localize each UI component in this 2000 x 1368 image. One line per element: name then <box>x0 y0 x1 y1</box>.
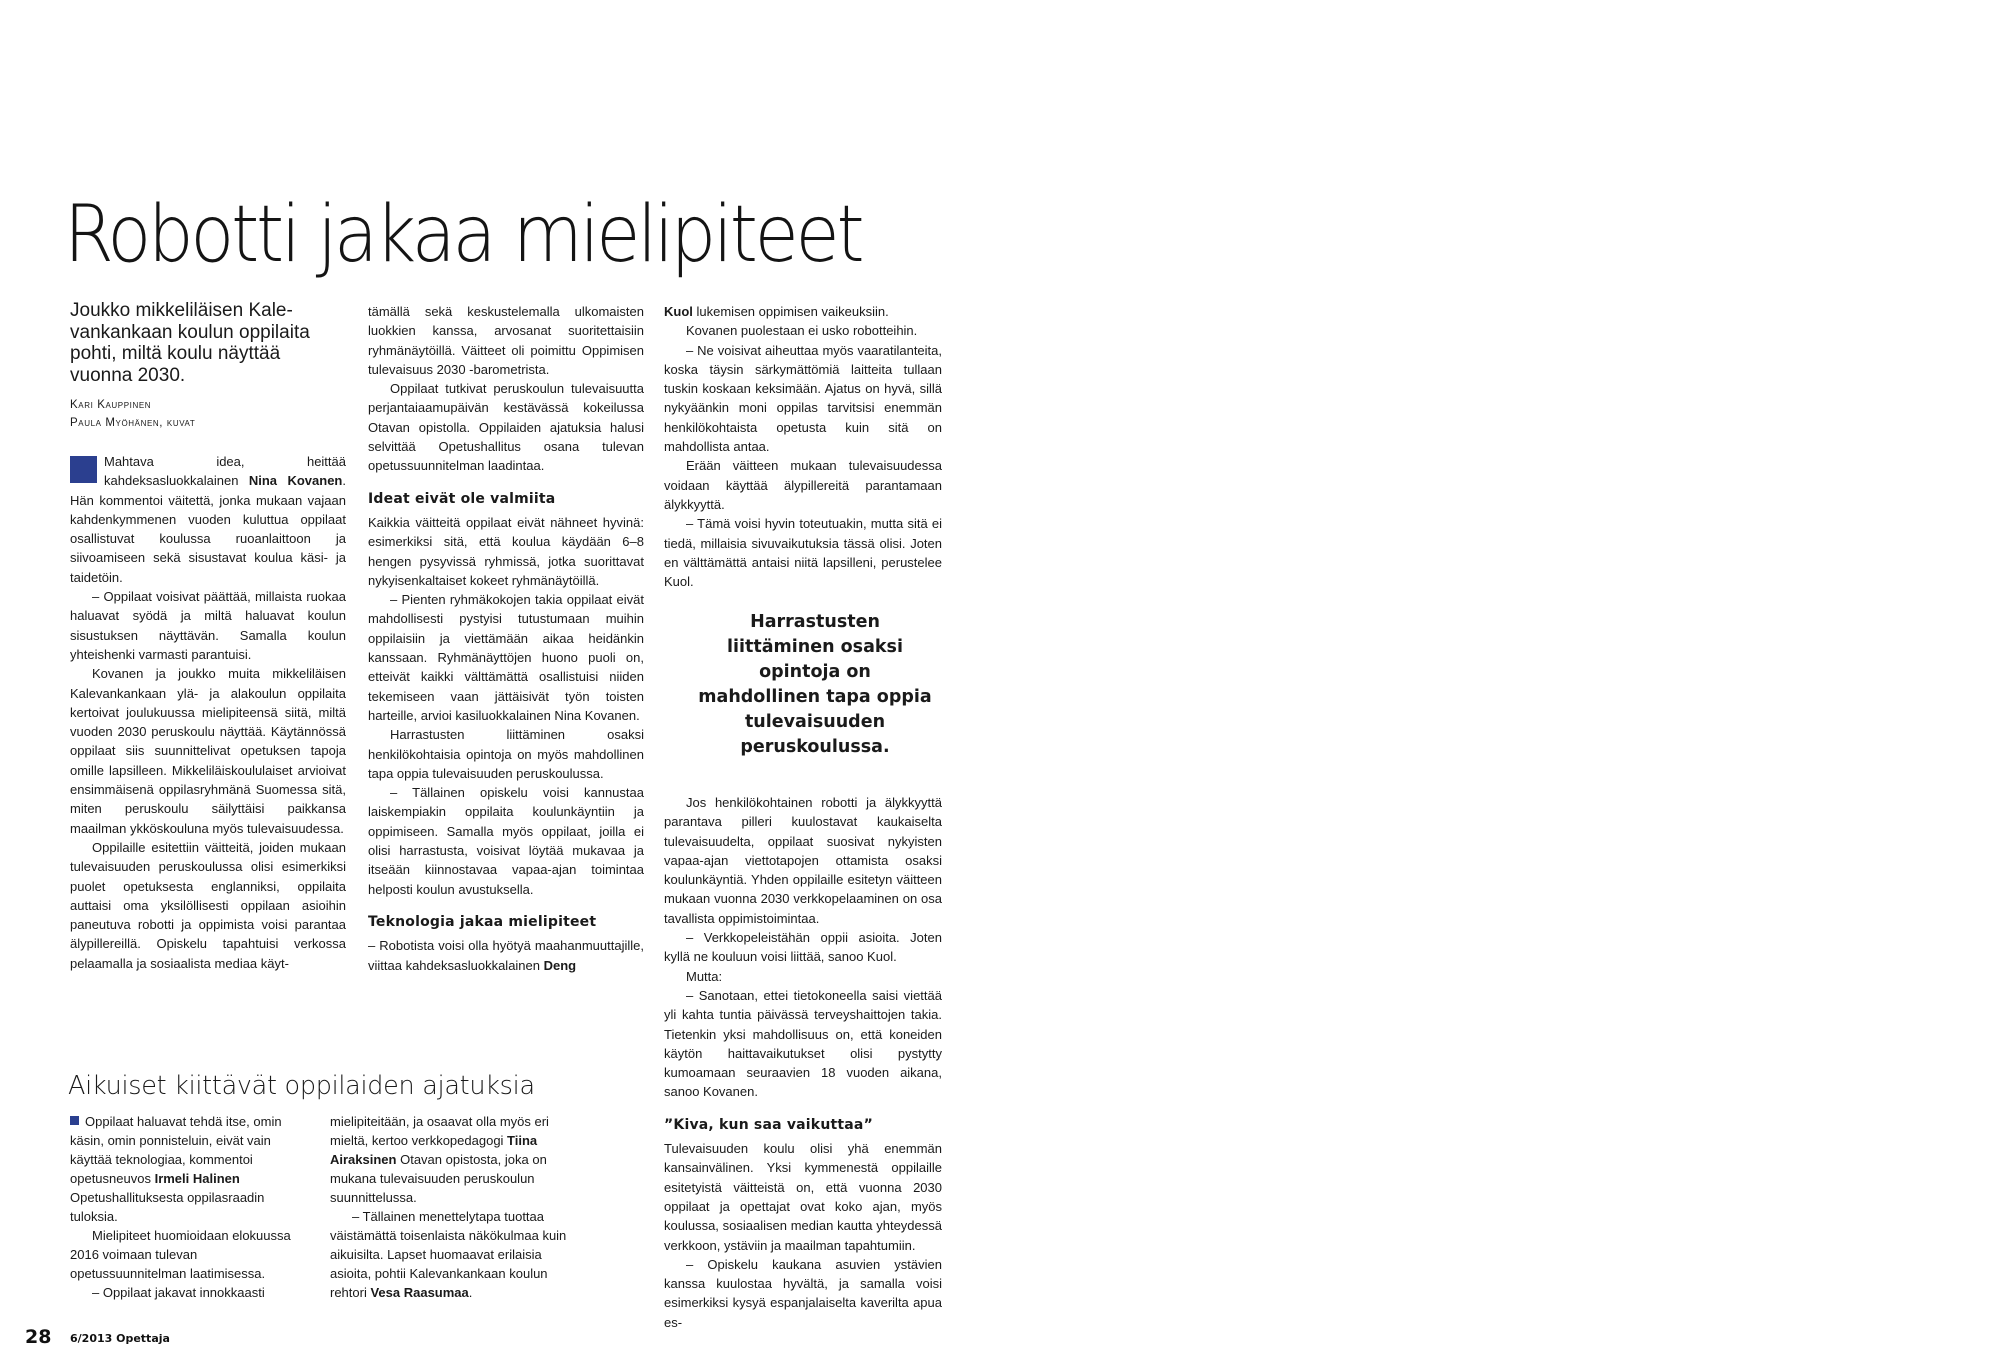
paragraph: Kaikkia väitteitä oppilaat eivät nähneet hyvinä: esimerkiksi sitä, että koulua käydään 6–8 hengen pysyvissä ryhmissä, jotka suorittavat nykyisenkaltaiset kokeet ryhmänäytöillä. <box>368 514 644 588</box>
paragraph: – Oppilaat jakavat innokkaasti <box>92 1285 265 1300</box>
person-name: Nina Kovanen <box>248 473 343 489</box>
article-column-2 <box>368 302 644 975</box>
paragraph: Mahtava idea, heittää kahdeksasluokkalainen Nina Kovanen. Hän kommentoi väitettä, jonka mukaan vajaan kahdenkymmenen vuoden kuluttua oppilaat osallistuvat koulussa ruoanlaittoon ja siivoamiseen sekä sisustavat koulua käsi- ja taidetöin. <box>70 454 346 585</box>
paragraph: Tulevaisuuden koulu olisi yhä enemmän kansainvälinen. Yksi kymmenestä oppilaille esitetyistä väitteistä on, että vuonna 2030 oppilaat ja opettajat ovat koko ajan, myös koulussa, sosiaalisen median kautta yhteydessä verkkoon, ystäviin ja maailman tapahtumiin. <box>664 1141 942 1253</box>
paragraph: Mielipiteet huomioidaan elokuussa 2016 voimaan tulevan opetussuunnitelman laatimisessa. <box>70 1228 291 1281</box>
article-column-3-top <box>664 302 942 591</box>
paragraph: – Opiskelu kaukana asuvien ystävien kanssa kuulostaa hyvältä, ja samalla voisi esimerkiksi kysyä espanjalaiselta kaverilta apua es- <box>664 1256 942 1330</box>
paragraph: Kuol lukemisen oppimisen vaikeuksiin. <box>664 304 889 319</box>
paragraph: mielipiteitään, ja osaavat olla myös eri mieltä, kertoo verkkopedagogi Tiina Airaksinen Otavan opistosta, joka on mukana tulevaisuuden peruskoulun suunnittelussa. <box>330 1114 549 1205</box>
subheading: Teknologia jakaa mielipiteet <box>368 913 597 930</box>
photo-credit: Paula Myöhänen, kuvat <box>70 417 196 429</box>
paragraph: Jos henkilökohtainen robotti ja älykkyyttä parantava pilleri kuulostavat kaukaiselta tulevaisuudelta, oppilaat suosivat nykyisten vapaa-ajan viettotapojen ottamista osaksi koulunkäyntiä. Yhden oppilaille esitetyn väitteen mukaan vuonna 2030 verkkopelaaminen on osa tavallista oppimistoimintaa. <box>664 795 942 926</box>
sidebar-column-1 <box>70 1112 306 1302</box>
person-name: Tiina Airaksinen <box>330 1133 538 1167</box>
article-title: Robotti jakaa mielipiteet <box>64 190 862 280</box>
person-name: Irmeli Halinen <box>154 1171 240 1186</box>
article-column-1 <box>70 452 346 973</box>
author-credit: Kari Kauppinen <box>70 399 152 411</box>
paragraph: Oppilaat tutkivat peruskoulun tulevaisuutta perjantaiaamupäivän kestävässä kokeilussa Otavan opistolla. Oppilaiden ajatuksia halusi selvittää Opetushallitus osana tulevan opetussuunnitelman laadintaa. <box>368 381 644 474</box>
pull-quote: Harrastusten liittäminen osaksi opintoja on mahdollinen tapa oppia tulevaisuuden peruskoulussa. <box>698 612 932 757</box>
article-credits <box>70 396 340 432</box>
article-lead: Joukko mikkeliläisen Kale-vankankaan koulun oppilaita pohti, miltä koulu näyttää vuonna 2030. <box>70 300 310 386</box>
paragraph: Oppilaille esitettiin väitteitä, joiden mukaan tulevaisuuden peruskoulussa olisi esimerkiksi puolet opetuksesta englanniksi, oppilaita auttaisi oma yksilöllisesti oppilaan asioihin paneutuva robotti ja oppimista voisi parantaa älypillereillä. Opiskelu tapahtuisi verkossa pelaamalla ja sosiaalista mediaa käyt- <box>70 839 346 971</box>
paragraph: Harrastusten liittäminen osaksi henkilökohtaisia opintoja on myös mahdollinen tapa oppia tulevaisuuden peruskoulussa. <box>368 727 644 781</box>
subheading: ”Kiva, kun saa vaikuttaa” <box>664 1116 873 1133</box>
paragraph: Erään väitteen mukaan tulevaisuudessa voidaan käyttää älypillereitä parantamaan älykkyyttä. <box>664 458 942 512</box>
paragraph: Kovanen puolestaan ei usko robotteihin. <box>686 323 918 339</box>
square-bullet-icon <box>70 1116 79 1125</box>
paragraph: Kovanen ja joukko muita mikkeliläisen Kalevankankaan ylä- ja alakoulun oppilaita kertoivat joulukuussa mielipiteensä siitä, miltä vuoden 2030 peruskoulu näyttää. Käytännössä oppilaat siis suunnittelivat opetuksen tapoja omille lapsilleen. Mikkeliläiskoululaiset arvioivat ensimmäisenä oppilasryhmänä Suomessa sitä, miten peruskoulu säilyttäisi paikkansa maailman ykköskouluna myös tulevaisuudessa. <box>70 666 346 836</box>
subheading: Ideat eivät ole valmiita <box>368 490 556 507</box>
person-name: Kuol <box>664 304 693 319</box>
paragraph: – Sanotaan, ettei tietokoneella saisi viettää yli kahta tuntia päivässä terveyshaittojen takia. Tietenkin yksi mahdollisuus on, että koneiden käytön haittavaikutukset olisi pystytty kumoamaan seuraavien 18 vuoden aikana, sanoo Kovanen. <box>664 987 942 1100</box>
paragraph: – Robotista voisi olla hyötyä maahanmuuttajille, viittaa kahdeksasluokkalainen Deng <box>368 938 644 973</box>
person-name: Deng <box>543 957 577 973</box>
paragraph: – Oppilaat voisivat päättää, millaista ruokaa haluavat syödä ja miltä haluavat koulun sisustuksen näyttävän. Samalla koulun yhteishenki varmasti parantuisi. <box>70 589 346 662</box>
paragraph: Mutta: <box>686 968 723 984</box>
dropcap-square-icon <box>70 456 97 483</box>
paragraph: – Tämä voisi hyvin toteutuakin, mutta sitä ei tiedä, millaisia sivuvaikutuksia tässä olisi. Joten en välttämättä antaisi niitä lapsilleni, perustelee Kuol. <box>664 516 942 590</box>
paragraph: tämällä sekä keskustelemalla ulkomaisten luokkien kanssa, arvosanat suoritettaisiin ryhmänäytöillä. Väitteet oli poimittu Oppimisen tulevaisuus 2030 -barometrista. <box>368 304 644 377</box>
sidebar-column-2 <box>330 1112 570 1302</box>
paragraph: – Tällainen menettelytapa tuottaa väistämättä toisenlaista näkökulmaa kuin aikuisilta. Lapset huomaavat erilaisia asioita, pohtii Kalevankankaan koulun rehtori Vesa Raasumaa. <box>330 1209 567 1300</box>
paragraph: – Verkkopeleistähän oppii asioita. Joten kyllä ne kouluun voisi liittää, sanoo Kuol. <box>664 930 942 965</box>
person-name: Vesa Raasumaa <box>370 1285 469 1300</box>
paragraph: – Ne voisivat aiheuttaa myös vaaratilanteita, koska täysin särkymättömiä laitteita tullaan tuskin koskaan keksimään. Ajatus on hyvä, sillä nykyäänkin moni oppilas tarvitsisi enemmän henkilökohtaista opetusta kuin sitä on mahdollista antaa. <box>664 342 942 455</box>
paragraph: Oppilaat haluavat tehdä itse, omin käsin, omin ponnisteluin, eivät vain käyttää teknologiaa, kommentoi opetusneuvos Irmeli Halinen Opetushallituksesta oppilasraadin tuloksia. <box>70 1114 282 1224</box>
page-number: 28 <box>25 1326 52 1348</box>
publication-label: 6/2013 Opettaja <box>70 1332 170 1345</box>
sidebar-title: Aikuiset kiittävät oppilaiden ajatuksia <box>68 1071 535 1101</box>
paragraph: – Pienten ryhmäkokojen takia oppilaat eivät mahdollisesti pystyisi tutustumaan muihin oppilaisiin ja viettämään aikaa heidänkin kanssaan. Ryhmänäyttöjen huono puoli on, etteivät kaikki välttämättä osallistuisi niiden tekemiseen vaan jättäisivät työn toisten harteille, arvioi kasiluokkalainen Nina Kovanen. <box>368 592 644 723</box>
paragraph: – Tällainen opiskelu voisi kannustaa laiskempiakin oppilaita koulunkäyntiin ja oppimiseen. Samalla myös oppilaat, joilla ei olisi harrastusta, voisivat löytää mukavaa ja itseään kiinnostavaa vapaa-ajan toimintaa helposti koulun avustuksella. <box>368 785 644 897</box>
article-column-3-bottom <box>664 793 942 1332</box>
